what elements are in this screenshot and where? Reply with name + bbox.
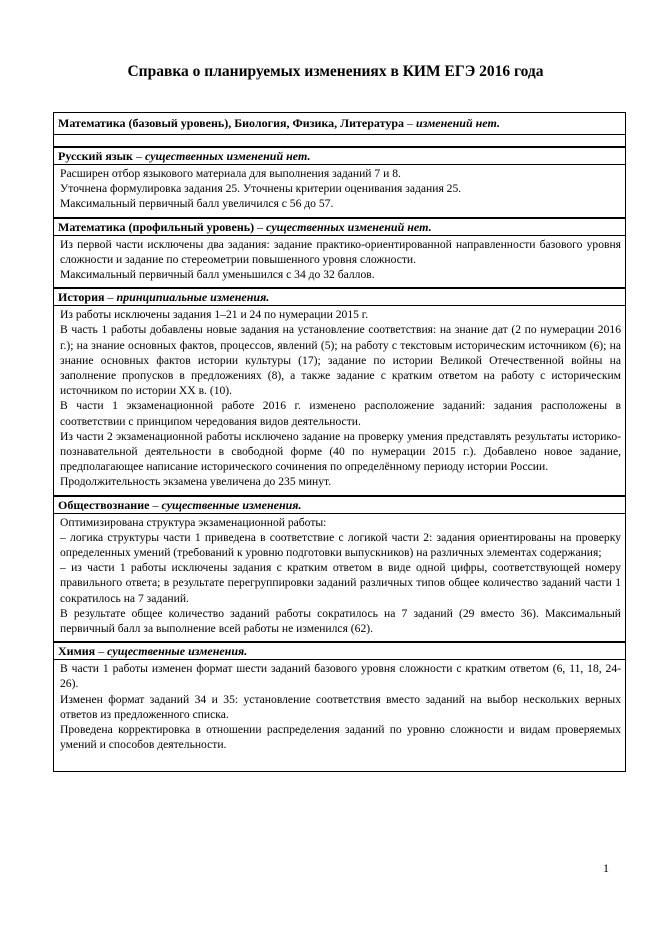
subject-name: Химия	[58, 644, 96, 659]
detail-paragraph: В результате общее количество заданий работы сократилось на 7 заданий (29 вместо 36). Максимальный первичный балл за выполнение всей работы не изменился (62).	[60, 606, 621, 636]
subject-name: Обществознание	[58, 497, 150, 512]
subject-name: История	[58, 290, 105, 305]
subject-dash: –	[254, 219, 267, 234]
subject-details	[54, 660, 625, 770]
detail-paragraph: – из части 1 работы исключены задания с кратким ответом в виде одной цифры, соответствующей номеру правильного ответа; в результате перегруппировки заданий различных типов общее количество заданий части 1 сократилось на 7 заданий.	[60, 561, 621, 605]
detail-paragraph: Максимальный первичный балл уменьшился с 34 до 32 баллов.	[60, 268, 375, 282]
subject-dash: –	[132, 149, 145, 163]
detail-paragraph: Из работы исключены задания 1–21 и 24 по нумерации 2015 г.	[60, 308, 369, 322]
detail-paragraph: – логика структуры части 1 приведена в соответствие с логикой части 2: задания ориентированы на проверку определенных умений (требований к уровню подготовки выпускников) на различных элементах содержания;	[60, 530, 621, 560]
detail-paragraph: В часть 1 работы добавлены новые задания на установление соответствия: на знание дат (2 по нумерации 2016 г.); на знание основных фактов, процессов, явлений (5); на работу с текстовым историческим источником (6); на знание основных фактов истории культуры (17); задание по истории Великой Отечественной войны на заполнение пропусков в предложениях (8), а также задание с кратким ответом на работу с историческим источником по истории XX в. (10).	[60, 323, 621, 398]
detail-paragraph: В части 1 работы изменен формат шести заданий базового уровня сложности с кратким ответом (6, 11, 18, 24-26).	[60, 662, 621, 691]
subject-heading	[54, 496, 625, 514]
subject-section	[54, 113, 625, 146]
subject-status: существенных изменений нет.	[144, 149, 311, 163]
subject-details	[54, 236, 625, 285]
subject-heading	[54, 642, 625, 660]
document-title: Справка о планируемых изменениях в КИМ ЕГЭ 2016 года	[127, 63, 544, 80]
subject-heading	[54, 218, 625, 236]
subject-heading	[54, 113, 625, 135]
subject-status: существенных изменений нет.	[266, 219, 432, 234]
subject-section	[54, 146, 625, 217]
subject-status: изменений нет.	[416, 116, 500, 130]
subject-section	[54, 495, 625, 642]
detail-paragraph: Продолжительность экзамена увеличена до 235 минут.	[60, 475, 332, 489]
subject-section	[54, 287, 625, 494]
detail-paragraph: Максимальный первичный балл увеличился с 56 до 57.	[60, 197, 334, 211]
subject-status: существенные изменения.	[107, 644, 248, 659]
subject-section	[54, 641, 625, 770]
detail-paragraph: Проведена корректировка в отношении распределения заданий по уровню сложности и видам проверяемых умений и способов деятельности.	[60, 723, 621, 752]
subject-details	[54, 165, 625, 214]
detail-paragraph: Изменен формат заданий 34 и 35: установление соответствия вместо заданий на выбор нескольких верных ответов из предложенного списка.	[60, 692, 621, 721]
subject-dash: –	[104, 290, 117, 305]
subject-heading	[54, 288, 625, 306]
subject-dash: –	[95, 644, 108, 659]
detail-paragraph: В части 1 экзаменационной работе 2016 г. изменено расположение заданий: задания расположены в соответствии с принципом чередования видов деятельности.	[60, 399, 621, 428]
subject-details	[54, 514, 625, 639]
subject-name: Математика (профильный уровень)	[58, 219, 255, 234]
subject-details	[54, 306, 625, 491]
detail-paragraph: Оптимизирована структура экзаменационной работы:	[60, 515, 327, 529]
subject-name: Математика (базовый уровень), Биология, Физика, Литература	[58, 116, 405, 130]
subject-status: принципиальные изменения.	[116, 290, 270, 305]
changes-table	[53, 112, 626, 772]
subject-section	[54, 217, 625, 288]
subject-status: существенные изменения.	[161, 497, 302, 512]
subject-name: Русский язык	[58, 149, 133, 163]
detail-paragraph: Уточнена формулировка задания 25. Уточнены критерии оценивания задания 25.	[60, 182, 462, 196]
detail-paragraph: Расширен отбор языкового материала для выполнения заданий 7 и 8.	[60, 167, 401, 180]
detail-paragraph: Из части 2 экзаменационной работы исключено задание на проверку умения представлять результаты историко-познавательной деятельности в свободной форме (40 по нумерации 2015 г.). Добавлено новое задание, предполагающее написание исторического сочинения по определённому периоду истории России.	[60, 429, 621, 474]
subject-dash: –	[149, 497, 162, 512]
detail-paragraph: Из первой части исключены два задания: задание практико-ориентированной направленности базового уровня сложности и задание по стереометрии повышенного уровня сложности.	[60, 237, 621, 266]
subject-dash: –	[404, 116, 417, 130]
subject-heading	[54, 147, 625, 165]
page-number: 1	[603, 861, 609, 875]
